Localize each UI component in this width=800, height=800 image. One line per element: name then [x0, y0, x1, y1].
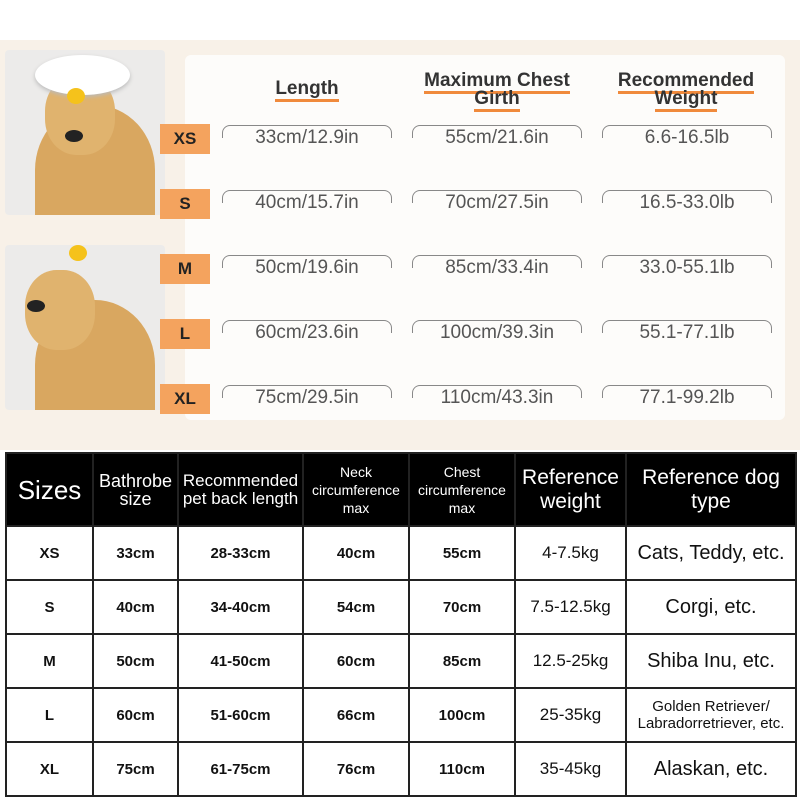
size-badge: L [160, 319, 210, 349]
table-row [6, 526, 796, 580]
cell-chest: 55cm [409, 526, 515, 580]
chest-header: Maximum Chest Girth [422, 72, 572, 108]
weight-value: 33.0-55.1lb [602, 255, 772, 281]
header-dog-type: Reference dog type [626, 453, 796, 526]
cell-size: XS [6, 526, 93, 580]
table-row [6, 634, 796, 688]
cell-chest: 85cm [409, 634, 515, 688]
cell-bathrobe-size: 60cm [93, 688, 178, 742]
size-badge: XS [160, 124, 210, 154]
cell-bathrobe-size: 33cm [93, 526, 178, 580]
cell-dog-type: Golden Retriever/ Labradorretriever, etc. [626, 688, 796, 742]
cell-back-length: 34-40cm [178, 580, 303, 634]
header-sizes: Sizes [6, 453, 93, 526]
length-header: Length [232, 80, 382, 98]
cell-back-length: 28-33cm [178, 526, 303, 580]
cell-neck: 66cm [303, 688, 409, 742]
cell-weight: 4-7.5kg [515, 526, 626, 580]
cell-chest: 110cm [409, 742, 515, 796]
chest-value: 110cm/43.3in [412, 385, 582, 411]
weight-header: Recommended Weight [596, 72, 776, 108]
header-bathrobe-size: Bathrobe size [93, 453, 178, 526]
dog-photo [5, 50, 165, 215]
weight-value: 55.1-77.1lb [602, 320, 772, 346]
cell-neck: 76cm [303, 742, 409, 796]
chest-value: 55cm/21.6in [412, 125, 582, 151]
chest-value: 100cm/39.3in [412, 320, 582, 346]
cell-chest: 100cm [409, 688, 515, 742]
cell-size: M [6, 634, 93, 688]
table-row [6, 580, 796, 634]
header-chest: Chest circumference max [409, 453, 515, 526]
cell-weight: 35-45kg [515, 742, 626, 796]
chest-value: 70cm/27.5in [412, 190, 582, 216]
header-back-length: Recommended pet back length [178, 453, 303, 526]
length-value: 33cm/12.9in [222, 125, 392, 151]
header-neck: Neck circumference max [303, 453, 409, 526]
cell-bathrobe-size: 75cm [93, 742, 178, 796]
weight-value: 6.6-16.5lb [602, 125, 772, 151]
length-value: 75cm/29.5in [222, 385, 392, 411]
dog-photo [5, 245, 165, 410]
cell-bathrobe-size: 40cm [93, 580, 178, 634]
cell-neck: 40cm [303, 526, 409, 580]
cell-neck: 60cm [303, 634, 409, 688]
cell-size: L [6, 688, 93, 742]
cell-dog-type: Shiba Inu, etc. [626, 634, 796, 688]
cell-weight: 12.5-25kg [515, 634, 626, 688]
cell-back-length: 61-75cm [178, 742, 303, 796]
cell-back-length: 41-50cm [178, 634, 303, 688]
weight-value: 77.1-99.2lb [602, 385, 772, 411]
cell-size: XL [6, 742, 93, 796]
size-table [5, 452, 797, 797]
table-row [6, 742, 796, 796]
cell-weight: 25-35kg [515, 688, 626, 742]
cell-weight: 7.5-12.5kg [515, 580, 626, 634]
chest-value: 85cm/33.4in [412, 255, 582, 281]
size-badge: M [160, 254, 210, 284]
cell-bathrobe-size: 50cm [93, 634, 178, 688]
size-badge: S [160, 189, 210, 219]
cell-dog-type: Alaskan, etc. [626, 742, 796, 796]
length-value: 40cm/15.7in [222, 190, 392, 216]
cell-dog-type: Corgi, etc. [626, 580, 796, 634]
cell-chest: 70cm [409, 580, 515, 634]
cell-dog-type: Cats, Teddy, etc. [626, 526, 796, 580]
weight-value: 16.5-33.0lb [602, 190, 772, 216]
table-row [6, 688, 796, 742]
cell-back-length: 51-60cm [178, 688, 303, 742]
header-weight: Reference weight [515, 453, 626, 526]
length-value: 50cm/19.6in [222, 255, 392, 281]
length-value: 60cm/23.6in [222, 320, 392, 346]
cell-neck: 54cm [303, 580, 409, 634]
cell-size: S [6, 580, 93, 634]
size-badge: XL [160, 384, 210, 414]
